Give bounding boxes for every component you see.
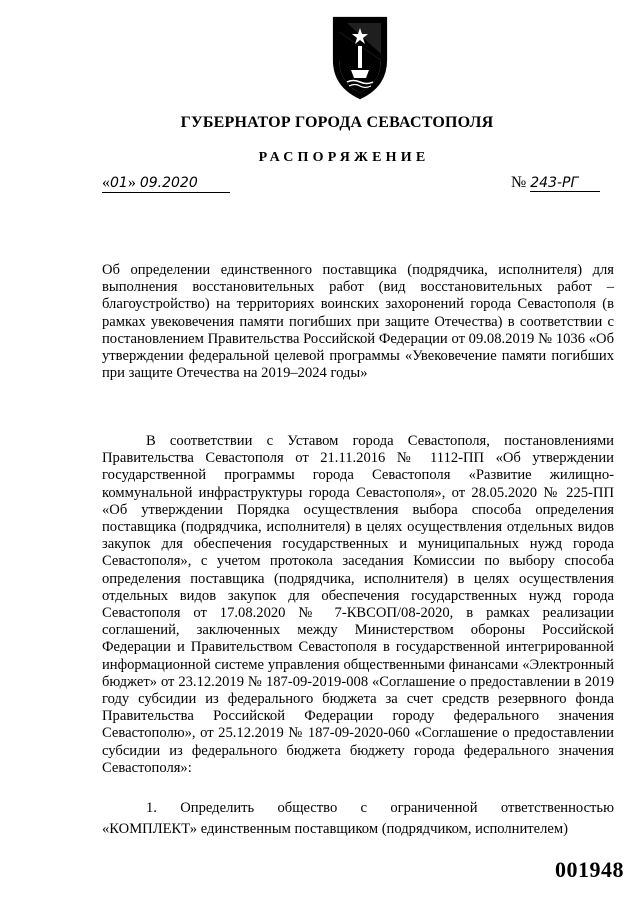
issuing-authority-title: ГУБЕРНАТОР ГОРОДА СЕВАСТОПОЛЯ <box>180 114 494 131</box>
date-day: 01 <box>110 175 128 191</box>
order-subject <box>102 262 614 382</box>
document-type-title: РАСПОРЯЖЕНИЕ <box>258 150 430 165</box>
preamble-text: В соответствии с Уставом города Севастополя, постановлениями Правительства Севастополя от 21.11.2016 № 1112-ПП «Об утверждении государственной программы города Севастополя «Развитие жилищно-коммунальной инфраструктуры города Севастополя», от 28.05.2020 № 225-ПП «Об утверждении Порядка осуществления выбора способа определения поставщика (подрядчика, исполнителя) в целях осуществления отдельных видов закупок для обеспечения государственных и муниципальных нужд города Севастополя», с учетом протокола заседания Комиссии по выбору способа определения поставщика (подрядчика, исполнителя) в целях осуществления отдельных видов закупок для обеспечения государственных нужд города Севастополя от 17.08.2020 № 7-КВСОП/08-2020, в рамках реализации соглашений, заключенных между Министерством обороны Российской Федерации и Правительством Севастополя в государственной интегрированной информационной системе управления общественными финансами «Электронный бюджет» от 23.12.2019 № 187-09-2019-008 «Соглашение о предоставлении в 2019 году субсидии из федерального бюджета за счет средств резервного фонда Правительства Российской Федерации городу федерального значения Севастополю», от 25.12.2019 № 187-09-2020-060 «Соглашение о предоставлении субсидии из федерального бюджета бюджету города федерального значения Севастополя»: <box>102 433 614 776</box>
order-number: 243-РГ <box>530 175 600 192</box>
subject-text: Об определении единственного поставщика (подрядчика, исполнителя) для выполнения восстановительных работ (вид восстановительных работ – благоустройство) на территориях воинских захоронений города Севастополя (в рамках увековечения памяти погибших при защите Отечества) в соответствии с постановлением Правительства Российской Федерации от 09.08.2019 № 1036 «Об утверждении федеральной целевой программы «Увековечение памяти погибших при защите Отечества на 2019–2024 годы» <box>102 262 614 382</box>
order-preamble <box>102 433 614 777</box>
blank-serial-number: 001948 <box>555 857 624 882</box>
sevastopol-coat-of-arms-emblem <box>329 14 391 100</box>
order-item-1 <box>102 798 614 839</box>
document-number-line <box>511 174 600 192</box>
date-month-year: 09.2020 <box>139 175 198 191</box>
date-open-quote: « <box>102 174 110 191</box>
number-sign: № <box>511 174 531 191</box>
date-close-quote: » <box>127 174 140 191</box>
document-date <box>102 174 230 193</box>
item-1-text: 1. Определить общество с ограниченной ответственностью «КОМПЛЕКТ» единственным поставщиком (подрядчиком, исполнителем) <box>102 800 614 837</box>
